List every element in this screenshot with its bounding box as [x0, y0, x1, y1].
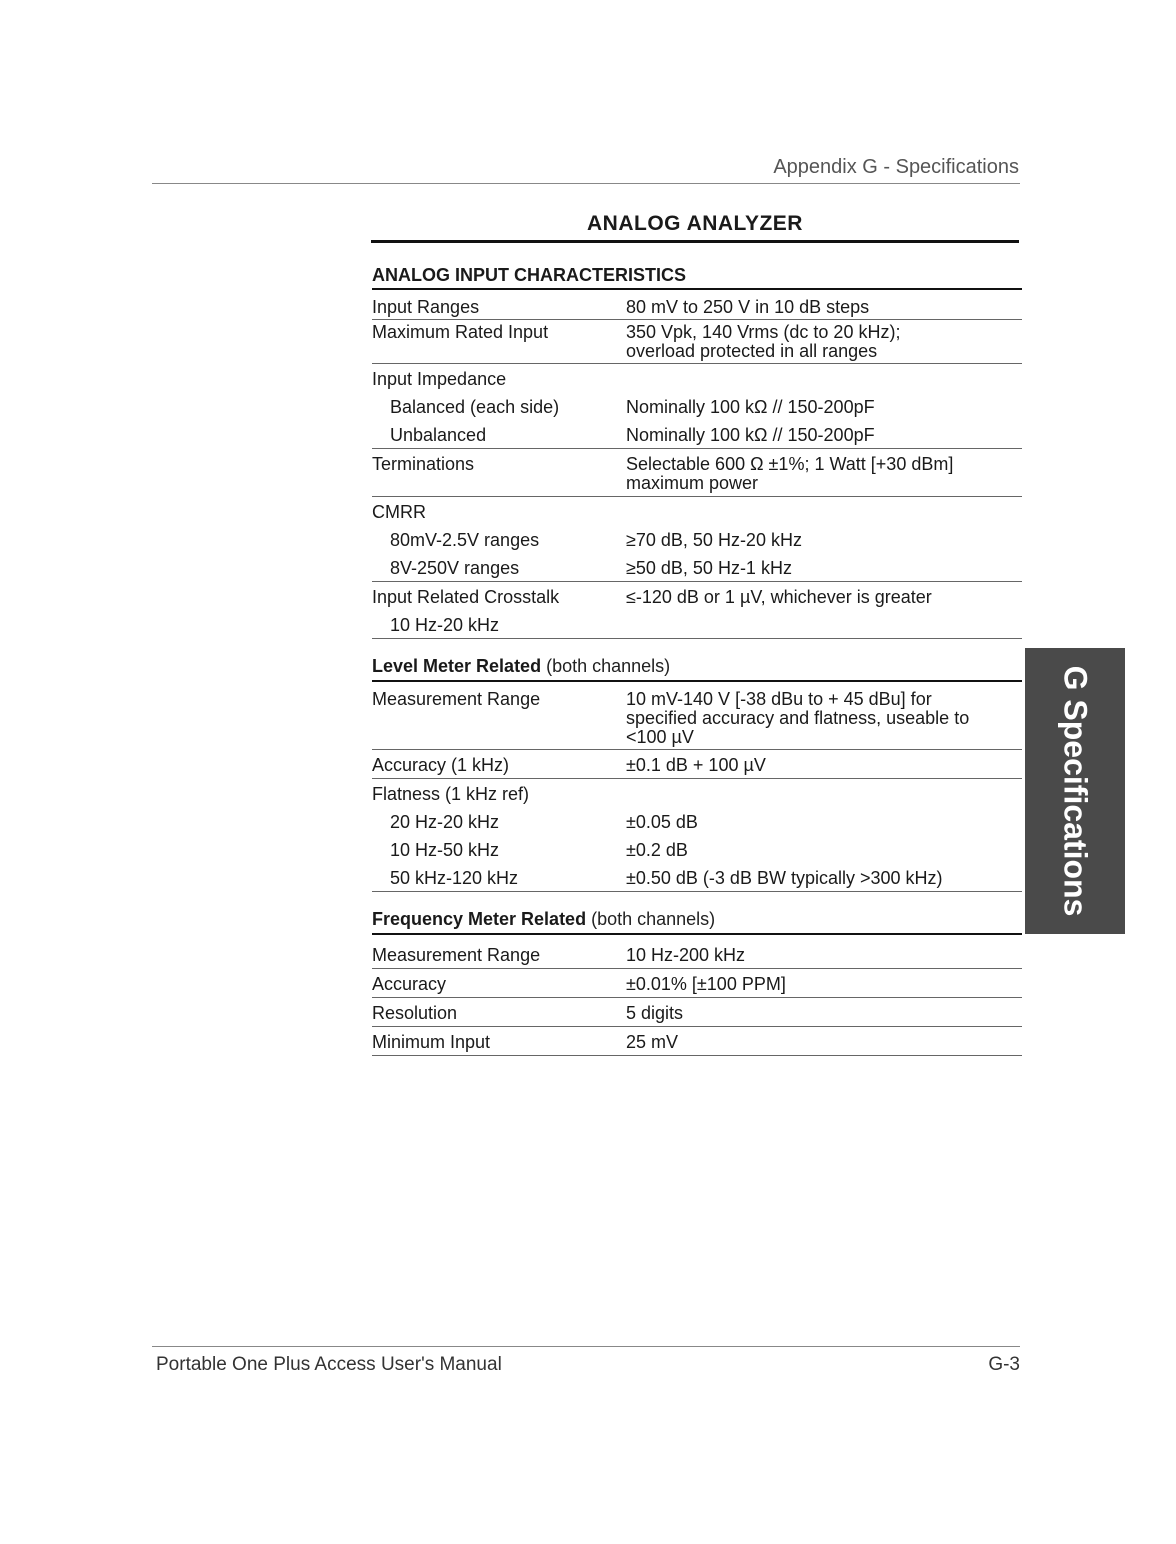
spec-value: 25 mV [626, 1032, 679, 1052]
spec-row [372, 940, 1022, 969]
spec-label: Input Impedance [372, 369, 507, 389]
spec-value-line: maximum power [626, 473, 759, 493]
chapter-tab [1025, 648, 1125, 934]
spec-row [372, 610, 1022, 639]
spec-label: Flatness (1 kHz ref) [372, 784, 530, 804]
footer-rule [152, 1346, 1020, 1347]
spec-value: Nominally 100 kΩ // 150-200pF [626, 397, 875, 417]
spec-label: CMRR [372, 502, 426, 522]
spec-value: ±0.50 dB (-3 dB BW typically >300 kHz) [626, 868, 943, 888]
chapter-tab-label: G Specifications [1057, 665, 1094, 917]
footer-manual-title: Portable One Plus Access User's Manual [156, 1354, 502, 1375]
spec-label: Unbalanced [390, 425, 487, 445]
section-title-rule [371, 240, 1019, 243]
spec-value: 5 digits [626, 1003, 684, 1023]
spec-value: ≤-120 dB or 1 µV, whichever is greater [626, 587, 932, 607]
spec-label: 20 Hz-20 kHz [390, 812, 500, 832]
spec-row [372, 969, 1022, 998]
spec-label: Measurement Range [372, 689, 541, 709]
spec-row [372, 687, 1022, 750]
spec-label: 8V-250V ranges [390, 558, 520, 578]
spec-label: Input Related Crosstalk [372, 587, 560, 607]
spec-value: 10 Hz-200 kHz [626, 945, 746, 965]
spec-value-line: <100 µV [626, 727, 694, 747]
spec-value: 80 mV to 250 V in 10 dB steps [626, 297, 870, 317]
spec-row [372, 582, 1022, 610]
spec-value-line: Selectable 600 Ω ±1%; 1 Watt [+30 dBm] [626, 454, 954, 474]
spec-row [372, 320, 1022, 364]
spec-label: Maximum Rated Input [372, 322, 549, 342]
spec-value: ±0.05 dB [626, 812, 698, 832]
input-characteristics-heading: ANALOG INPUT CHARACTERISTICS [372, 262, 1022, 290]
spec-value [626, 455, 1022, 493]
footer-page-number: G-3 [988, 1354, 1020, 1375]
spec-value-line: overload protected in all ranges [626, 341, 878, 361]
spec-row [372, 807, 1022, 835]
spec-label: Balanced (each side) [390, 397, 560, 417]
spec-value [626, 503, 1022, 522]
spec-row [372, 863, 1022, 892]
spec-value [626, 690, 1022, 747]
spec-label: Resolution [372, 1003, 458, 1023]
spec-label: 10 Hz-50 kHz [390, 840, 500, 860]
spec-value-line: specified accuracy and flatness, useable to [626, 708, 970, 728]
spec-value: Nominally 100 kΩ // 150-200pF [626, 425, 875, 445]
spec-label: 80mV-2.5V ranges [390, 530, 540, 550]
spec-row [372, 1027, 1022, 1056]
spec-label: Minimum Input [372, 1032, 491, 1052]
level-meter-heading-title: Level Meter Related [372, 656, 542, 676]
spec-row [372, 779, 1022, 807]
spec-label: Accuracy [372, 974, 447, 994]
spec-value: ±0.01% [±100 PPM] [626, 974, 786, 994]
spec-value: ≥50 dB, 50 Hz-1 kHz [626, 558, 792, 578]
spec-row [372, 449, 1022, 497]
spec-label: Accuracy (1 kHz) [372, 755, 510, 775]
spec-row [372, 525, 1022, 553]
spec-value [626, 323, 1022, 361]
spec-label: Terminations [372, 454, 475, 474]
frequency-meter-heading-note: (both channels) [586, 909, 716, 929]
spec-value [626, 785, 1022, 804]
spec-row [372, 497, 1022, 525]
spec-row [372, 364, 1022, 392]
spec-value-line: 350 Vpk, 140 Vrms (dc to 20 kHz); [626, 322, 901, 342]
spec-content [372, 262, 1022, 1056]
spec-row [372, 420, 1022, 449]
spec-value: ±0.1 dB + 100 µV [626, 755, 766, 775]
spec-label: Measurement Range [372, 945, 541, 965]
spec-row [372, 295, 1022, 320]
spec-row [372, 750, 1022, 779]
spec-value: ±0.2 dB [626, 840, 688, 860]
level-meter-heading-note: (both channels) [541, 656, 671, 676]
section-title: ANALOG ANALYZER [587, 212, 803, 235]
spec-row [372, 553, 1022, 582]
spec-row [372, 392, 1022, 420]
spec-row [372, 998, 1022, 1027]
running-head: Appendix G - Specifications [773, 156, 1019, 178]
spec-label: 10 Hz-20 kHz [390, 615, 500, 635]
spec-value [626, 616, 1022, 635]
spec-row [372, 835, 1022, 863]
spec-value-line: 10 mV-140 V [-38 dBu to + 45 dBu] for [626, 689, 932, 709]
spec-label: 50 kHz-120 kHz [390, 868, 519, 888]
spec-value [626, 370, 1022, 389]
level-meter-heading [372, 653, 1022, 682]
frequency-meter-heading [372, 906, 1022, 935]
frequency-meter-heading-title: Frequency Meter Related [372, 909, 587, 929]
header-rule [152, 183, 1020, 184]
spec-label: Input Ranges [372, 297, 480, 317]
spec-value: ≥70 dB, 50 Hz-20 kHz [626, 530, 802, 550]
